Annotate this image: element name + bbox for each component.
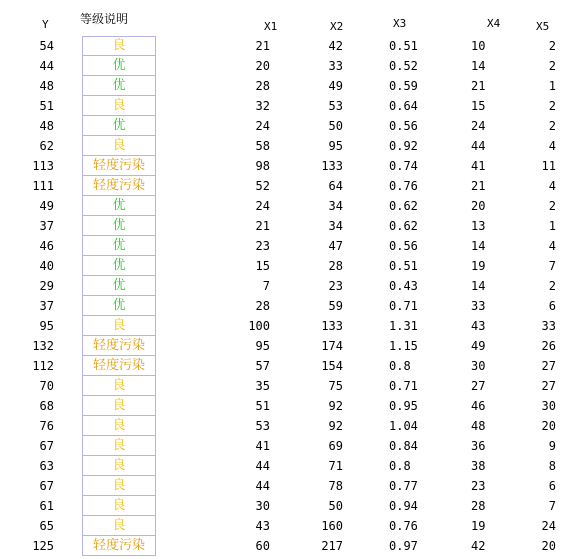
cell-x1[interactable]: 100	[248, 319, 270, 333]
table-row	[0, 516, 584, 536]
grade-cell[interactable]: 优	[82, 56, 156, 76]
cell-x4[interactable]: 43	[471, 319, 486, 333]
cell-x5[interactable]: 7	[548, 259, 556, 273]
table-row	[0, 356, 584, 376]
grade-cell[interactable]: 轻度污染	[82, 356, 156, 376]
cell-x3[interactable]: 0.71	[389, 299, 418, 313]
table-row	[0, 196, 584, 216]
table-row	[0, 116, 584, 136]
cell-x4[interactable]: 13	[471, 219, 486, 233]
cell-x1[interactable]: 15	[255, 259, 270, 273]
cell-x2[interactable]: 64	[328, 179, 343, 193]
cell-y[interactable]: 51	[39, 99, 54, 113]
cell-y[interactable]: 68	[39, 399, 54, 413]
cell-x5[interactable]: 30	[541, 399, 556, 413]
cell-x5[interactable]: 2	[548, 119, 556, 133]
grade-cell[interactable]: 优	[82, 216, 156, 236]
cell-x2[interactable]: 47	[328, 239, 343, 253]
grade-cell[interactable]: 优	[82, 296, 156, 316]
table-row	[0, 536, 584, 556]
cell-y[interactable]: 44	[39, 59, 54, 73]
cell-x4[interactable]: 49	[471, 339, 486, 353]
cell-x1[interactable]: 23	[255, 239, 270, 253]
cell-x2[interactable]: 59	[328, 299, 343, 313]
cell-x5[interactable]: 4	[548, 239, 556, 253]
cell-x4[interactable]: 20	[471, 199, 486, 213]
table-row	[0, 36, 584, 56]
cell-x1[interactable]: 98	[255, 159, 270, 173]
cell-x1[interactable]: 41	[255, 439, 270, 453]
grade-cell[interactable]: 良	[82, 136, 156, 156]
cell-x1[interactable]: 32	[255, 99, 270, 113]
cell-x1[interactable]: 95	[255, 339, 270, 353]
cell-x4[interactable]: 46	[471, 399, 486, 413]
table-row	[0, 336, 584, 356]
cell-x4[interactable]: 24	[471, 119, 486, 133]
cell-x1[interactable]: 58	[255, 139, 270, 153]
grade-cell[interactable]: 良	[82, 516, 156, 536]
cell-x3[interactable]: 0.71	[389, 379, 418, 393]
cell-x2[interactable]: 133	[321, 159, 343, 173]
cell-x5[interactable]: 2	[548, 59, 556, 73]
table-row	[0, 416, 584, 436]
cell-x2[interactable]: 92	[328, 399, 343, 413]
cell-x5[interactable]: 20	[541, 539, 556, 553]
table-row	[0, 436, 584, 456]
cell-x2[interactable]: 95	[328, 139, 343, 153]
cell-x3[interactable]: 0.64	[389, 99, 418, 113]
cell-x2[interactable]: 69	[328, 439, 343, 453]
cell-x3[interactable]: 0.52	[389, 59, 418, 73]
cell-x1[interactable]: 30	[255, 499, 270, 513]
table-row	[0, 396, 584, 416]
grade-cell[interactable]: 良	[82, 376, 156, 396]
grade-cell[interactable]: 优	[82, 116, 156, 136]
cell-x2[interactable]: 49	[328, 79, 343, 93]
cell-x3[interactable]: 1.04	[389, 419, 418, 433]
cell-x2[interactable]: 174	[321, 339, 343, 353]
cell-y[interactable]: 112	[32, 359, 54, 373]
table-row	[0, 376, 584, 396]
cell-x4[interactable]: 23	[471, 479, 486, 493]
cell-x5[interactable]: 1	[548, 219, 556, 233]
cell-y[interactable]: 113	[32, 159, 54, 173]
cell-x4[interactable]: 27	[471, 379, 486, 393]
cell-x3[interactable]: 0.74	[389, 159, 418, 173]
header-grade[interactable]: 等级说明	[80, 12, 129, 26]
grade-cell[interactable]: 优	[82, 276, 156, 296]
table-row	[0, 156, 584, 176]
cell-y[interactable]: 29	[39, 279, 54, 293]
cell-x1[interactable]: 44	[255, 479, 270, 493]
grade-cell[interactable]: 良	[82, 416, 156, 436]
cell-x4[interactable]: 19	[471, 519, 486, 533]
cell-x3[interactable]: 0.51	[389, 39, 418, 53]
table-row	[0, 216, 584, 236]
grade-cell[interactable]: 轻度污染	[82, 176, 156, 196]
cell-x5[interactable]: 24	[541, 519, 556, 533]
cell-x3[interactable]: 1.31	[389, 319, 418, 333]
cell-x2[interactable]: 154	[321, 359, 343, 373]
grade-cell[interactable]: 轻度污染	[82, 536, 156, 556]
cell-y[interactable]: 37	[39, 299, 54, 313]
table-row	[0, 256, 584, 276]
grade-cell[interactable]: 优	[82, 196, 156, 216]
cell-x4[interactable]: 41	[471, 159, 486, 173]
grade-cell[interactable]: 轻度污染	[82, 336, 156, 356]
cell-x1[interactable]: 35	[255, 379, 270, 393]
cell-x4[interactable]: 14	[471, 239, 486, 253]
cell-x4[interactable]: 19	[471, 259, 486, 273]
cell-x1[interactable]: 24	[255, 199, 270, 213]
table-row	[0, 176, 584, 196]
cell-x5[interactable]: 2	[548, 199, 556, 213]
header-x4[interactable]: X4	[487, 17, 501, 30]
cell-x2[interactable]: 75	[328, 379, 343, 393]
cell-x5[interactable]: 9	[548, 439, 556, 453]
cell-x5[interactable]: 27	[541, 359, 556, 373]
cell-x2[interactable]: 71	[328, 459, 343, 473]
cell-x5[interactable]: 20	[541, 419, 556, 433]
table-row	[0, 476, 584, 496]
cell-x2[interactable]: 78	[328, 479, 343, 493]
cell-y[interactable]: 111	[32, 179, 54, 193]
cell-y[interactable]: 61	[39, 499, 54, 513]
cell-x3[interactable]: 0.97	[389, 539, 418, 553]
cell-x3[interactable]: 0.94	[389, 499, 418, 513]
cell-y[interactable]: 48	[39, 79, 54, 93]
header-x5[interactable]: X5	[536, 20, 550, 33]
cell-x5[interactable]: 6	[548, 479, 556, 493]
cell-x2[interactable]: 50	[328, 119, 343, 133]
header-row	[0, 0, 584, 36]
cell-x3[interactable]: 0.95	[389, 399, 418, 413]
grade-cell[interactable]: 优	[82, 256, 156, 276]
cell-x4[interactable]: 21	[471, 79, 486, 93]
cell-x4[interactable]: 42	[471, 539, 486, 553]
grade-cell[interactable]: 良	[82, 96, 156, 116]
cell-x5[interactable]: 2	[548, 99, 556, 113]
grade-cell[interactable]: 良	[82, 36, 156, 56]
cell-x3[interactable]: 0.62	[389, 219, 418, 233]
cell-x3[interactable]: 0.56	[389, 119, 418, 133]
cell-y[interactable]: 40	[39, 259, 54, 273]
table-row	[0, 136, 584, 156]
grade-cell[interactable]: 优	[82, 236, 156, 256]
cell-x4[interactable]: 33	[471, 299, 486, 313]
cell-x1[interactable]: 21	[255, 219, 270, 233]
cell-x2[interactable]: 42	[328, 39, 343, 53]
cell-x5[interactable]: 1	[548, 79, 556, 93]
header-x1[interactable]: X1	[264, 20, 278, 33]
cell-y[interactable]: 70	[39, 379, 54, 393]
cell-x1[interactable]: 24	[255, 119, 270, 133]
cell-y[interactable]: 125	[32, 539, 54, 553]
cell-x5[interactable]: 11	[541, 159, 556, 173]
table-row	[0, 496, 584, 516]
table-row	[0, 56, 584, 76]
cell-x3[interactable]: 0.84	[389, 439, 418, 453]
cell-y[interactable]: 62	[39, 139, 54, 153]
cell-x3[interactable]: 0.77	[389, 479, 418, 493]
cell-x5[interactable]: 33	[541, 319, 556, 333]
grade-cell[interactable]: 良	[82, 396, 156, 416]
cell-x1[interactable]: 52	[255, 179, 270, 193]
grade-cell[interactable]: 良	[82, 316, 156, 336]
cell-x3[interactable]: 0.56	[389, 239, 418, 253]
cell-x4[interactable]: 21	[471, 179, 486, 193]
cell-y[interactable]: 37	[39, 219, 54, 233]
cell-x4[interactable]: 14	[471, 59, 486, 73]
cell-x1[interactable]: 60	[255, 539, 270, 553]
table-row	[0, 76, 584, 96]
cell-x3[interactable]: 1.15	[389, 339, 418, 353]
grade-cell[interactable]: 轻度污染	[82, 156, 156, 176]
cell-y[interactable]: 67	[39, 479, 54, 493]
cell-y[interactable]: 65	[39, 519, 54, 533]
table-row	[0, 96, 584, 116]
cell-x4[interactable]: 14	[471, 279, 486, 293]
grade-cell[interactable]: 良	[82, 456, 156, 476]
grade-cell[interactable]: 良	[82, 436, 156, 456]
cell-x1[interactable]: 44	[255, 459, 270, 473]
cell-x1[interactable]: 53	[255, 419, 270, 433]
cell-x4[interactable]: 30	[471, 359, 486, 373]
cell-x5[interactable]: 6	[548, 299, 556, 313]
cell-x2[interactable]: 33	[328, 59, 343, 73]
cell-x2[interactable]: 160	[321, 519, 343, 533]
cell-x4[interactable]: 44	[471, 139, 486, 153]
cell-x2[interactable]: 92	[328, 419, 343, 433]
cell-y[interactable]: 49	[39, 199, 54, 213]
cell-y[interactable]: 46	[39, 239, 54, 253]
cell-x2[interactable]: 53	[328, 99, 343, 113]
cell-x3[interactable]: 0.43	[389, 279, 418, 293]
cell-y[interactable]: 63	[39, 459, 54, 473]
cell-x3[interactable]: 0.8	[389, 459, 411, 473]
cell-x4[interactable]: 15	[471, 99, 486, 113]
table-row	[0, 296, 584, 316]
cell-x2[interactable]: 50	[328, 499, 343, 513]
cell-x3[interactable]: 0.62	[389, 199, 418, 213]
cell-x2[interactable]: 34	[328, 219, 343, 233]
cell-x3[interactable]: 0.51	[389, 259, 418, 273]
cell-y[interactable]: 67	[39, 439, 54, 453]
cell-x4[interactable]: 10	[471, 39, 486, 53]
table-row	[0, 236, 584, 256]
cell-x2[interactable]: 34	[328, 199, 343, 213]
cell-x4[interactable]: 36	[471, 439, 486, 453]
header-x2[interactable]: X2	[330, 20, 344, 33]
cell-x2[interactable]: 133	[321, 319, 343, 333]
cell-x4[interactable]: 28	[471, 499, 486, 513]
cell-x1[interactable]: 7	[262, 279, 270, 293]
cell-x1[interactable]: 28	[255, 79, 270, 93]
header-y[interactable]: Y	[42, 18, 49, 31]
cell-x4[interactable]: 48	[471, 419, 486, 433]
cell-x1[interactable]: 51	[255, 399, 270, 413]
grade-cell[interactable]: 良	[82, 496, 156, 516]
cell-y[interactable]: 95	[39, 319, 54, 333]
cell-x5[interactable]: 7	[548, 499, 556, 513]
cell-x1[interactable]: 28	[255, 299, 270, 313]
cell-x4[interactable]: 38	[471, 459, 486, 473]
cell-x5[interactable]: 4	[548, 179, 556, 193]
cell-x5[interactable]: 4	[548, 139, 556, 153]
table-row	[0, 456, 584, 476]
cell-x3[interactable]: 0.59	[389, 79, 418, 93]
data-table-body	[0, 36, 584, 556]
cell-x3[interactable]: 0.76	[389, 519, 418, 533]
cell-x3[interactable]: 0.76	[389, 179, 418, 193]
cell-x2[interactable]: 23	[328, 279, 343, 293]
cell-y[interactable]: 132	[32, 339, 54, 353]
cell-y[interactable]: 54	[39, 39, 54, 53]
grade-cell[interactable]: 优	[82, 76, 156, 96]
cell-x5[interactable]: 2	[548, 39, 556, 53]
cell-x1[interactable]: 57	[255, 359, 270, 373]
table-row	[0, 276, 584, 296]
cell-x1[interactable]: 43	[255, 519, 270, 533]
cell-x5[interactable]: 8	[548, 459, 556, 473]
cell-x1[interactable]: 21	[255, 39, 270, 53]
cell-x3[interactable]: 0.8	[389, 359, 411, 373]
cell-x3[interactable]: 0.92	[389, 139, 418, 153]
header-x3[interactable]: X3	[393, 17, 407, 30]
cell-x5[interactable]: 27	[541, 379, 556, 393]
cell-x1[interactable]: 20	[255, 59, 270, 73]
grade-cell[interactable]: 良	[82, 476, 156, 496]
cell-x2[interactable]: 217	[321, 539, 343, 553]
table-row	[0, 316, 584, 336]
cell-y[interactable]: 48	[39, 119, 54, 133]
cell-x5[interactable]: 2	[548, 279, 556, 293]
cell-x2[interactable]: 28	[328, 259, 343, 273]
cell-x5[interactable]: 26	[541, 339, 556, 353]
cell-y[interactable]: 76	[39, 419, 54, 433]
